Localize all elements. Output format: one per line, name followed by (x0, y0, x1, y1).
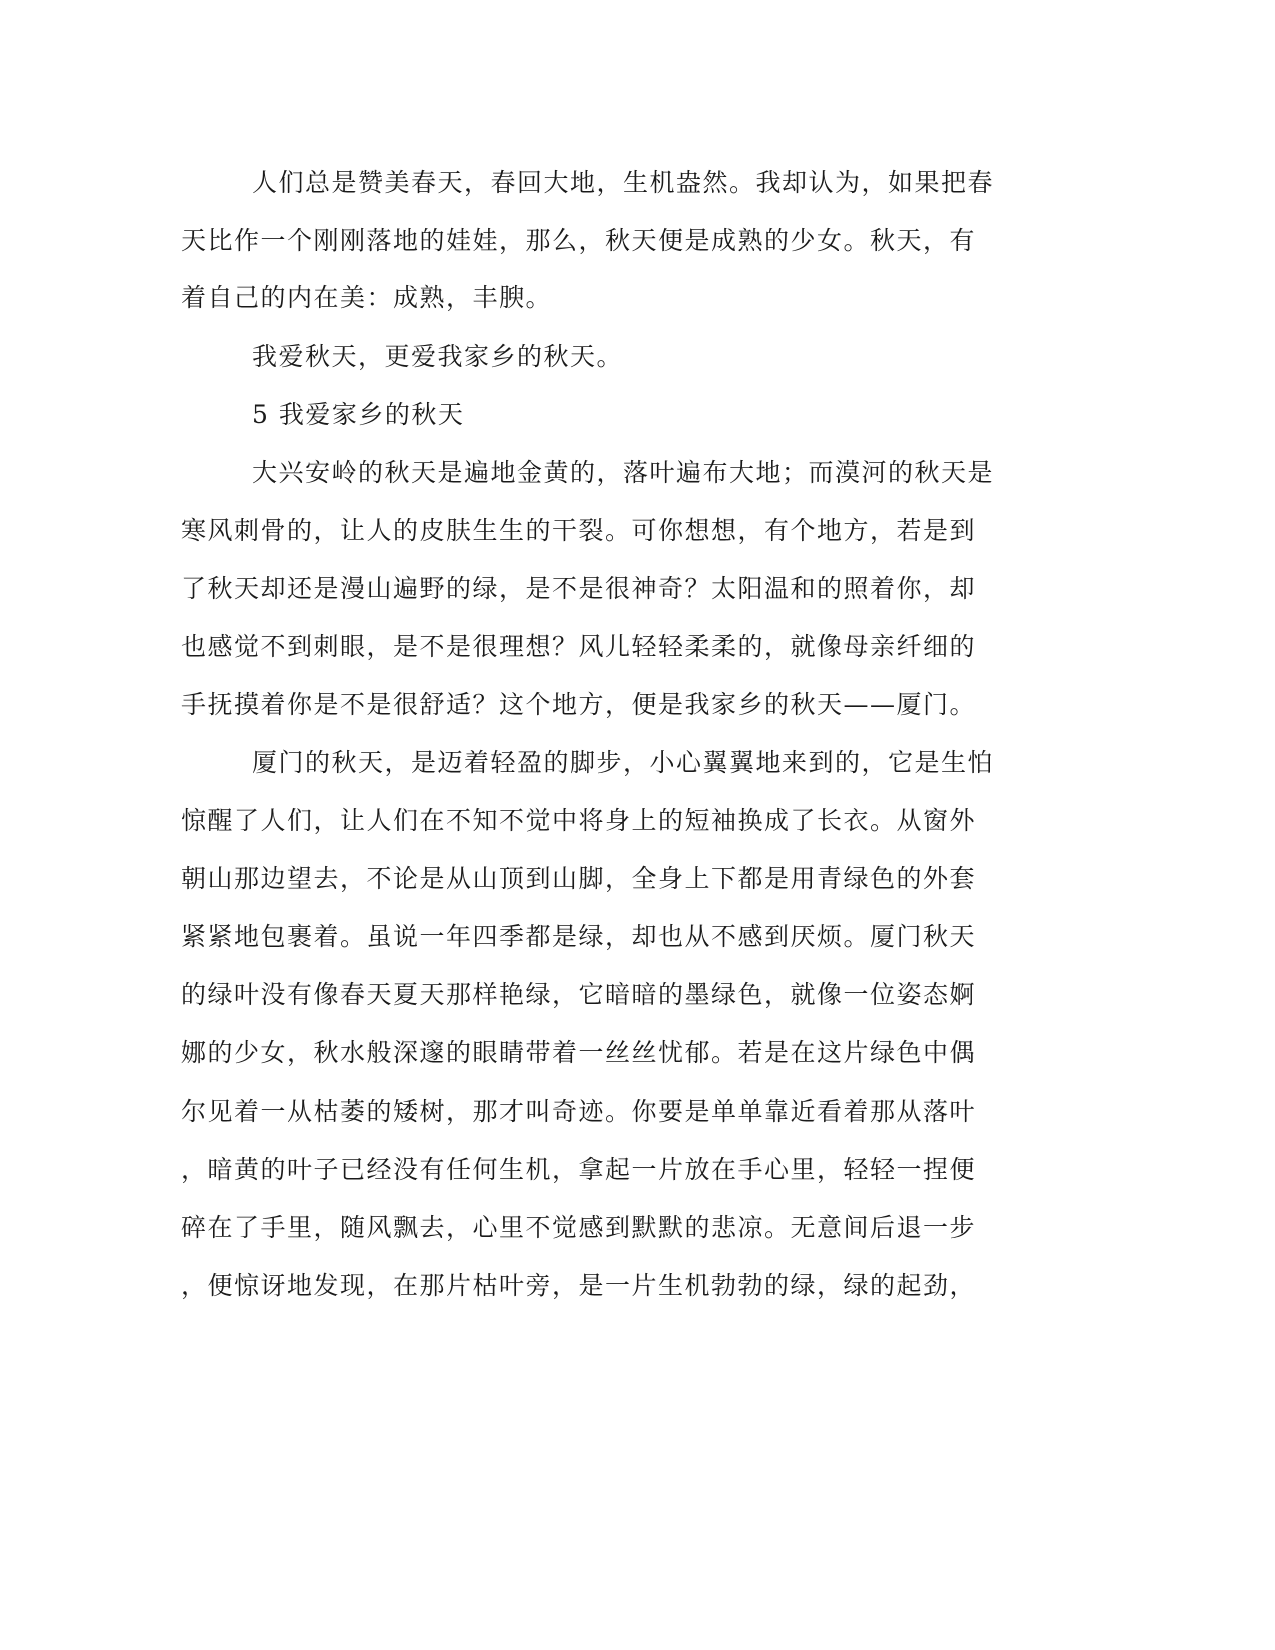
text-line: 人们总是赞美春天，春回大地，生机盎然。我却认为，如果把春 (252, 168, 995, 197)
text-line: 的绿叶没有像春天夏天那样艳绿，它暗暗的墨绿色，就像一位姿态婀 (181, 980, 977, 1009)
text-line: 手抚摸着你是不是很舒适？这个地方，便是我家乡的秋天——厦门。 (181, 690, 977, 719)
text-line: ，便惊讶地发现，在那片枯叶旁，是一片生机勃勃的绿，绿的起劲， (181, 1271, 977, 1300)
text-line: 厦门的秋天，是迈着轻盈的脚步，小心翼翼地来到的，它是生怕 (252, 748, 995, 777)
text-line: ，暗黄的叶子已经没有任何生机，拿起一片放在手心里，轻轻一捏便 (181, 1155, 977, 1184)
text-line: 着自己的内在美：成熟，丰腴。 (181, 283, 553, 312)
text-line: 了秋天却还是漫山遍野的绿，是不是很神奇？太阳温和的照着你，却 (181, 574, 977, 603)
text-line: 我爱秋天，更爱我家乡的秋天。 (252, 342, 624, 371)
text-line: 紧紧地包裹着。虽说一年四季都是绿，却也从不感到厌烦。厦门秋天 (181, 922, 977, 951)
text-line: 尔见着一从枯萎的矮树，那才叫奇迹。你要是单单靠近看着那从落叶 (181, 1097, 977, 1126)
text-line: 寒风刺骨的，让人的皮肤生生的干裂。可你想想，有个地方，若是到 (181, 516, 977, 545)
text-line: 也感觉不到刺眼，是不是很理想？风儿轻轻柔柔的，就像母亲纤细的 (181, 632, 977, 661)
text-line: 朝山那边望去，不论是从山顶到山脚，全身上下都是用青绿色的外套 (181, 864, 977, 893)
text-line: 惊醒了人们，让人们在不知不觉中将身上的短袖换成了长衣。从窗外 (181, 806, 977, 835)
text-line: 娜的少女，秋水般深邃的眼睛带着一丝丝忧郁。若是在这片绿色中偶 (181, 1038, 977, 1067)
section-heading: 5 我爱家乡的秋天 (252, 400, 465, 429)
text-line: 天比作一个刚刚落地的娃娃，那么，秋天便是成熟的少女。秋天，有 (181, 226, 977, 255)
text-line: 大兴安岭的秋天是遍地金黄的，落叶遍布大地；而漠河的秋天是 (252, 458, 995, 487)
text-line: 碎在了手里，随风飘去，心里不觉感到默默的悲凉。无意间后退一步 (181, 1213, 977, 1242)
